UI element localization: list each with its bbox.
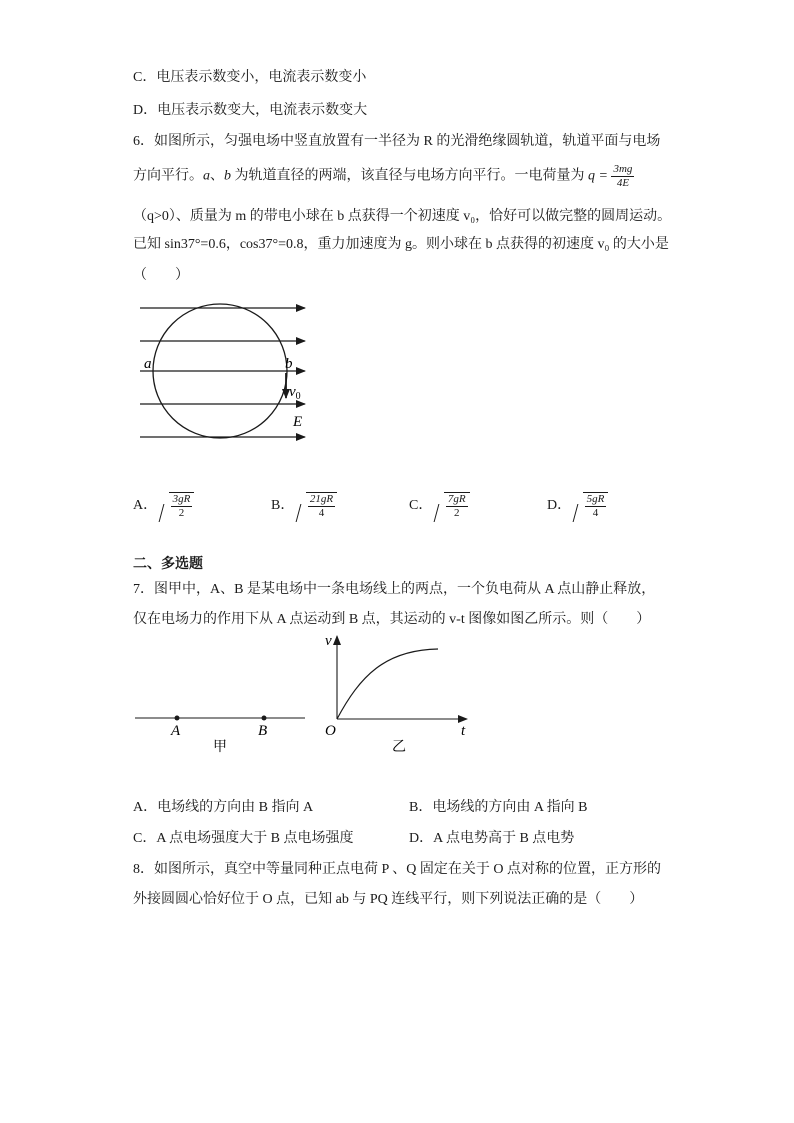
q6-charge-numerator: 3mg — [613, 163, 633, 175]
section-title: 二、多选题 — [133, 557, 203, 572]
q5-option-c: C．电压表示数变小，电流表示数变小 — [133, 70, 367, 85]
q6-option-b-num: 21gR — [309, 493, 334, 505]
q7-line-2: 仅在电场力的作用下从 A 点运动到 B 点，其运动的 v-t 图像如图乙所示。则（ ） — [133, 612, 651, 627]
caption-jia: 甲 — [213, 740, 227, 755]
label-v0 — [289, 384, 301, 402]
q6-line-2 — [133, 163, 634, 190]
sqrt-sign — [436, 492, 470, 520]
q6-option-b — [271, 492, 337, 520]
label-v0-v: v — [289, 384, 296, 400]
label-v: v — [325, 633, 332, 649]
q6-line-5: （ ） — [133, 268, 189, 283]
q7-line-1: 7．图甲中，A、B 是某电场中一条电场线上的两点，一个负电荷从 A 点山静止释放， — [133, 582, 656, 597]
q6-option-a — [133, 492, 194, 520]
q5-option-d: D．电压表示数变大，电流表示数变大 — [133, 103, 368, 118]
vt-curve — [337, 649, 438, 719]
q6-option-d-den: 4 — [592, 507, 599, 519]
q6-option-a-letter: A． — [133, 498, 158, 514]
label-v0-sub: 0 — [295, 391, 301, 402]
q6-option-c-den: 2 — [453, 507, 460, 519]
q8-line-1: 8．如图所示，真空中等量同种正点电荷 P 、Q 固定在关于 O 点对称的位置，正方形的 — [133, 862, 661, 877]
q6-line2-mid: 为轨道直径的两端，该直径与电场方向平行。一电荷量为 — [231, 168, 588, 184]
point-B — [262, 716, 267, 721]
q6-charge-denominator: 4E — [616, 177, 630, 189]
q6-option-c-letter: C． — [409, 498, 433, 514]
q6-charge-fraction — [611, 163, 634, 190]
q6-option-d-num: 5gR — [586, 493, 605, 505]
caption-yi: 乙 — [392, 740, 406, 755]
q6-line2-sep: 、 — [210, 168, 224, 184]
q6-line-3: （q>0）、质量为 m 的带电小球在 b 点获得一个初速度 v₀，恰好可以做完整的圆周运动。 — [133, 209, 672, 224]
q6-option-d — [547, 492, 608, 520]
q6-option-b-letter: B． — [271, 498, 295, 514]
q7-figures — [130, 628, 480, 758]
sqrt-sign — [161, 492, 195, 520]
point-A — [175, 716, 180, 721]
label-O: O — [325, 723, 336, 739]
q6-label-b-inline: b — [224, 168, 231, 184]
label-A: A — [171, 723, 181, 739]
q7-option-c: C．A 点电场强度大于 B 点电场强度 — [133, 831, 354, 846]
label-a: a — [144, 356, 152, 372]
q6-line-1: 6．如图所示，匀强电场中竖直放置有一半径为 R 的光滑绝缘圆轨道，轨道平面与电场 — [133, 134, 661, 149]
sqrt-sign — [575, 492, 609, 520]
q6-option-a-num: 3gR — [172, 493, 191, 505]
label-E: E — [293, 414, 303, 430]
label-b: b — [285, 356, 293, 372]
q6-field-figure — [135, 298, 315, 448]
q6-line-4: 已知 sin37°=0.6，cos37°=0.8，重力加速度为 g。则小球在 b 点获得的初速度 v₀ 的大小是 — [133, 237, 669, 252]
q7-option-a: A．电场线的方向由 B 指向 A — [133, 800, 314, 815]
q6-option-c-num: 7gR — [447, 493, 466, 505]
q7-option-d: D．A 点电势高于 B 点电势 — [409, 831, 575, 846]
q7-option-b: B．电场线的方向由 A 指向 B — [409, 800, 588, 815]
label-B: B — [258, 723, 268, 739]
sqrt-sign — [298, 492, 337, 520]
q6-label-a-inline: a — [203, 168, 210, 184]
q6-option-d-letter: D． — [547, 498, 572, 514]
q6-line2-pre: 方向平行。 — [133, 168, 203, 184]
q6-option-c — [409, 492, 470, 520]
q6-option-b-den: 4 — [318, 507, 325, 519]
label-t: t — [461, 723, 466, 739]
q6-option-a-den: 2 — [178, 507, 185, 519]
q8-line-2: 外接圆圆心恰好位于 O 点，已知 ab 与 PQ 连线平行，则下列说法正确的是（ ） — [133, 892, 644, 907]
q6-q-lhs: q = — [588, 168, 608, 184]
